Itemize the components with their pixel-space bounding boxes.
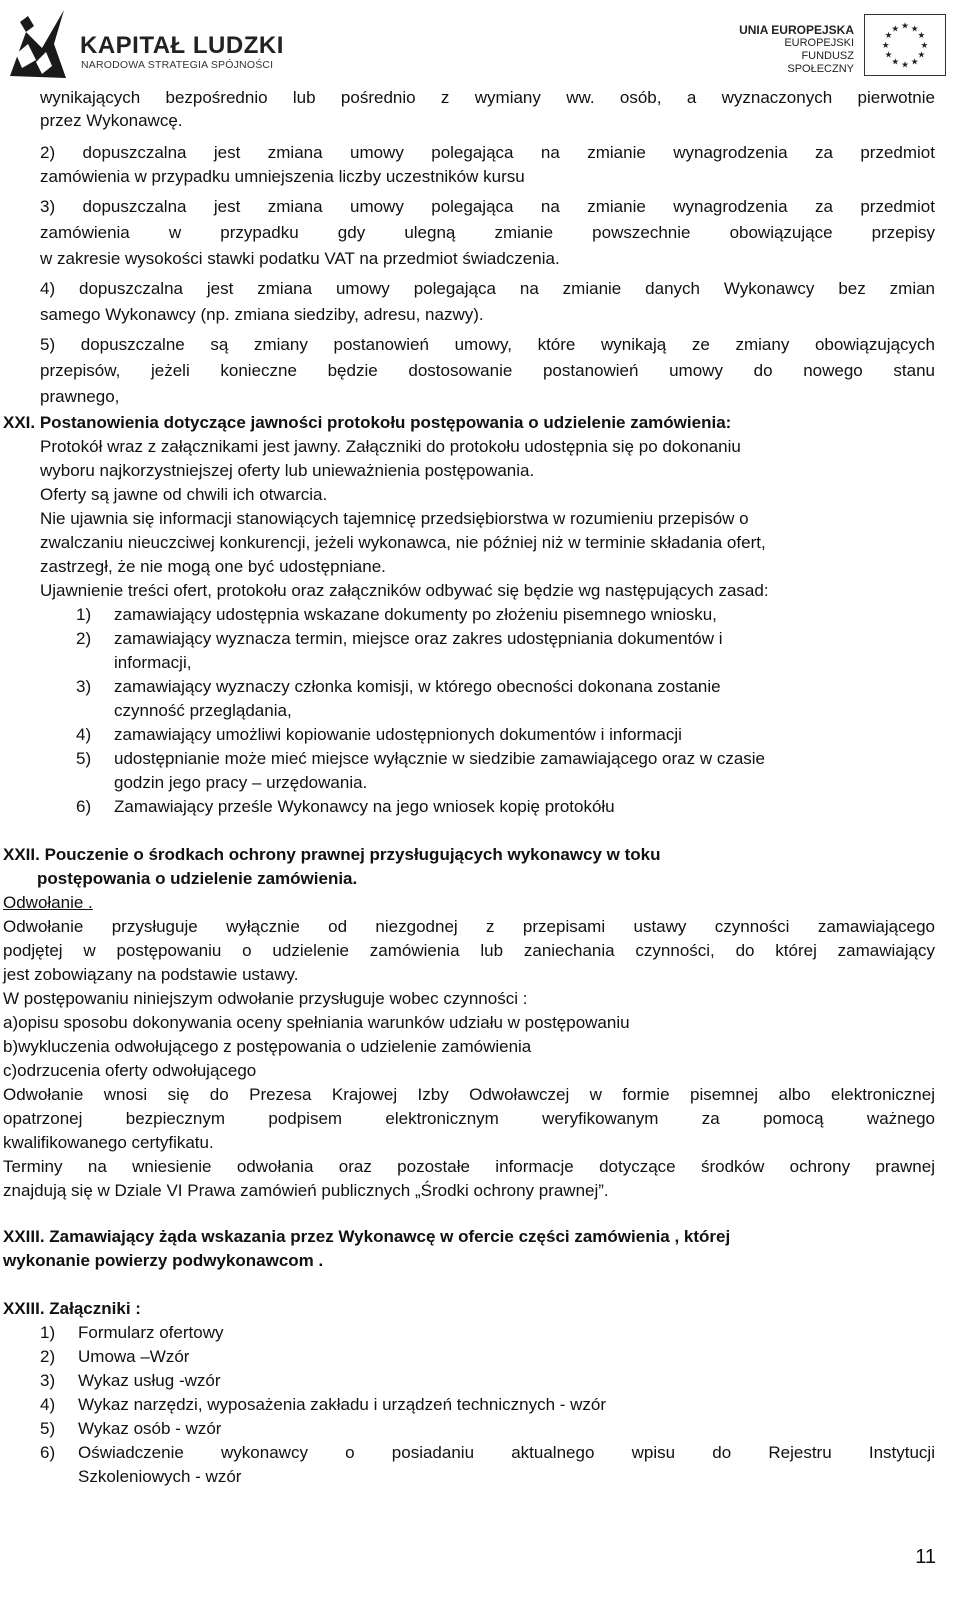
kapital-ludzki-title: KAPITAŁ LUDZKI [80, 32, 284, 59]
section-heading-xxiii: XXIII. Zamawiający żąda wskazania przez Wykonawcę w ofercie części zamówienia , której [3, 1227, 731, 1246]
section-heading-xxii: XXII. Pouczenie o środkach ochrony prawnej przysługujących wykonawcy w toku [3, 845, 661, 864]
list-item: Zamawiający prześle Wykonawcy na jego wniosek kopię protokółu [114, 797, 615, 816]
text-line: informacji, [114, 653, 192, 672]
list-item: Formularz ofertowy [78, 1323, 224, 1342]
list-item: Wykaz osób - wzór [78, 1419, 222, 1438]
list-number: 6) [76, 797, 92, 816]
list-number: 2) [76, 629, 92, 648]
text-line: znajdują się w Dziale VI Prawa zamówień publicznych „Środki ochrony prawnej”. [3, 1181, 609, 1200]
list-item: zamawiający umożliwi kopiowanie udostępnionych dokumentów i informacji [114, 725, 682, 744]
text-line: zamówienia w przypadku umniejszenia liczby uczestników kursu [40, 167, 525, 186]
text-line: wynikających bezpośrednio lub pośrednio z wymiany ww. osób, a wyznaczonych pierwotnie [40, 88, 935, 107]
section-heading-xxiii-cont: wykonanie powierzy podwykonawcom . [3, 1251, 324, 1270]
svg-text:★: ★ [881, 40, 890, 51]
text-line: jest zobowiązany na podstawie ustawy. [3, 965, 299, 984]
kapital-ludzki-subtitle: NARODOWA STRATEGIA SPÓJNOŚCI [81, 59, 274, 71]
list-item: zamawiający wyznacza termin, miejsce oraz zakres udostępniania dokumentów i [114, 629, 723, 648]
list-item: Wykaz usług -wzór [78, 1371, 221, 1390]
text-line: Szkoleniowych - wzór [78, 1467, 242, 1486]
list-item: c)odrzucenia oferty odwołującego [3, 1061, 257, 1080]
kapital-ludzki-emblem-icon [6, 4, 70, 84]
list-number: 3) [40, 1371, 56, 1390]
text-line: wyboru najkorzystniejszej oferty lub unieważnienia postępowania. [40, 461, 535, 480]
list-number: 5) [40, 1419, 56, 1438]
list-item: Umowa –Wzór [78, 1347, 190, 1366]
text-line: podjętej w postępowaniu o udzielenie zamówienia lub zaniechania czynności, do której zamawiający [3, 941, 935, 960]
text-line: w zakresie wysokości stawki podatku VAT na przedmiot świadczenia. [40, 249, 560, 268]
list-number: 1) [40, 1323, 56, 1342]
list-item: 3) dopuszczalna jest zmiana umowy polegająca na zmianie wynagrodzenia za przedmiot [40, 197, 935, 216]
list-number: 4) [76, 725, 92, 744]
svg-text:★: ★ [884, 50, 893, 61]
page-header [0, 0, 960, 90]
svg-text:★: ★ [917, 50, 926, 61]
svg-text:★: ★ [910, 24, 919, 35]
text-line: samego Wykonawcy (np. zmiana siedziby, adresu, nazwy). [40, 305, 484, 324]
list-item: Oświadczenie wykonawcy o posiadaniu aktualnego wpisu do Rejestru Instytucji [78, 1443, 935, 1462]
text-line: Ujawnienie treści ofert, protokołu oraz załączników odbywać się będzie wg następujących zasad: [40, 581, 769, 600]
svg-text:★: ★ [891, 24, 900, 35]
section-heading-zalaczniki: XXIII. Załączniki : [3, 1299, 141, 1318]
text-line: przepisów, jeżeli konieczne będzie dostosowanie postanowień umowy do nowego stanu [40, 361, 935, 380]
list-number: 1) [76, 605, 92, 624]
section-heading-xxi: XXI. Postanowienia dotyczące jawności protokołu postępowania o udzielenie zamówienia: [3, 413, 732, 432]
eu-flag-icon [864, 14, 946, 76]
text-line: Odwołanie przysługuje wyłącznie od niezgodnej z przepisami ustawy czynności zamawiającego [3, 917, 935, 936]
svg-text:★: ★ [901, 21, 909, 32]
subheading-odwolanie: Odwołanie . [3, 893, 93, 912]
eu-logo-text [736, 24, 854, 76]
page-number: 11 [915, 1546, 936, 1568]
text-line: godzin jego pracy – urzędowania. [114, 773, 368, 792]
text-line: Odwołanie wnosi się do Prezesa Krajowej Izby Odwoławczej w formie pisemnej albo elektronicznej [3, 1085, 935, 1104]
list-item: 2) dopuszczalna jest zmiana umowy polegająca na zmianie wynagrodzenia za przedmiot [40, 143, 935, 162]
svg-text:★: ★ [917, 31, 926, 42]
text-line: zwalczaniu nieuczciwej konkurencji, jeżeli wykonawca, nie później niż w terminie składania ofert, [40, 533, 766, 552]
section-heading-xxii-cont: postępowania o udzielenie zamówienia. [37, 869, 358, 888]
text-line: opatrzonej bezpiecznym podpisem elektronicznym weryfikowanym za pomocą ważnego [3, 1109, 935, 1128]
text-line: Nie ujawnia się informacji stanowiących tajemnicę przedsiębiorstwa w rozumieniu przepisów o [40, 509, 749, 528]
text-line: kwalifikowanego certyfikatu. [3, 1133, 214, 1152]
list-item: udostępnianie może mieć miejsce wyłącznie w siedzibie zamawiającego oraz w czasie [114, 749, 766, 768]
list-item: zamawiający udostępnia wskazane dokumenty po złożeniu pisemnego wniosku, [114, 605, 717, 624]
eu-logo-line3: FUNDUSZ SPOŁECZNY [787, 50, 854, 75]
list-item: b)wykluczenia odwołującego z postępowania o udzielenie zamówienia [3, 1037, 532, 1056]
svg-text:★: ★ [891, 57, 900, 68]
svg-text:★: ★ [910, 57, 919, 68]
text-line: zamówienia w przypadku gdy ulegną zmianie powszechnie obowiązujące przepisy [40, 223, 935, 242]
list-number: 5) [76, 749, 92, 768]
svg-text:★: ★ [884, 31, 893, 42]
eu-logo-line1: UNIA EUROPEJSKA [739, 23, 854, 37]
list-item: a)opisu sposobu dokonywania oceny spełniania warunków udziału w postępowaniu [3, 1013, 630, 1032]
text-line: zastrzegł, że nie mogą one być udostępniane. [40, 557, 386, 576]
list-item: Wykaz narzędzi, wyposażenia zakładu i urządzeń technicznych - wzór [78, 1395, 607, 1414]
list-number: 4) [40, 1395, 56, 1414]
text-line: przez Wykonawcę. [40, 111, 183, 130]
text-line: czynność przeglądania, [114, 701, 292, 720]
text-line: Terminy na wniesienie odwołania oraz pozostałe informacje dotyczące środków ochrony prawnej [3, 1157, 935, 1176]
list-item: 5) dopuszczalne są zmiany postanowień umowy, które wynikają ze zmiany obowiązujących [40, 335, 935, 354]
eu-logo-line2: EUROPEJSKI [784, 37, 854, 49]
kapital-ludzki-logo [6, 4, 326, 84]
svg-text:★: ★ [901, 60, 909, 71]
eu-logo [736, 14, 946, 84]
svg-text:★: ★ [920, 40, 929, 51]
text-line: Oferty są jawne od chwili ich otwarcia. [40, 485, 328, 504]
list-item: zamawiający wyznaczy członka komisji, w którego obecności dokonana zostanie [114, 677, 721, 696]
list-number: 6) [40, 1443, 56, 1462]
text-line: Protokół wraz z załącznikami jest jawny. Załączniki do protokołu udostępnia się po dokonaniu [40, 437, 741, 456]
list-item: 4) dopuszczalna jest zmiana umowy polegająca na zmianie danych Wykonawcy bez zmian [40, 279, 935, 298]
list-number: 3) [76, 677, 92, 696]
text-line: prawnego, [40, 387, 120, 406]
text-line: W postępowaniu niniejszym odwołanie przysługuje wobec czynności : [3, 989, 528, 1008]
list-number: 2) [40, 1347, 56, 1366]
